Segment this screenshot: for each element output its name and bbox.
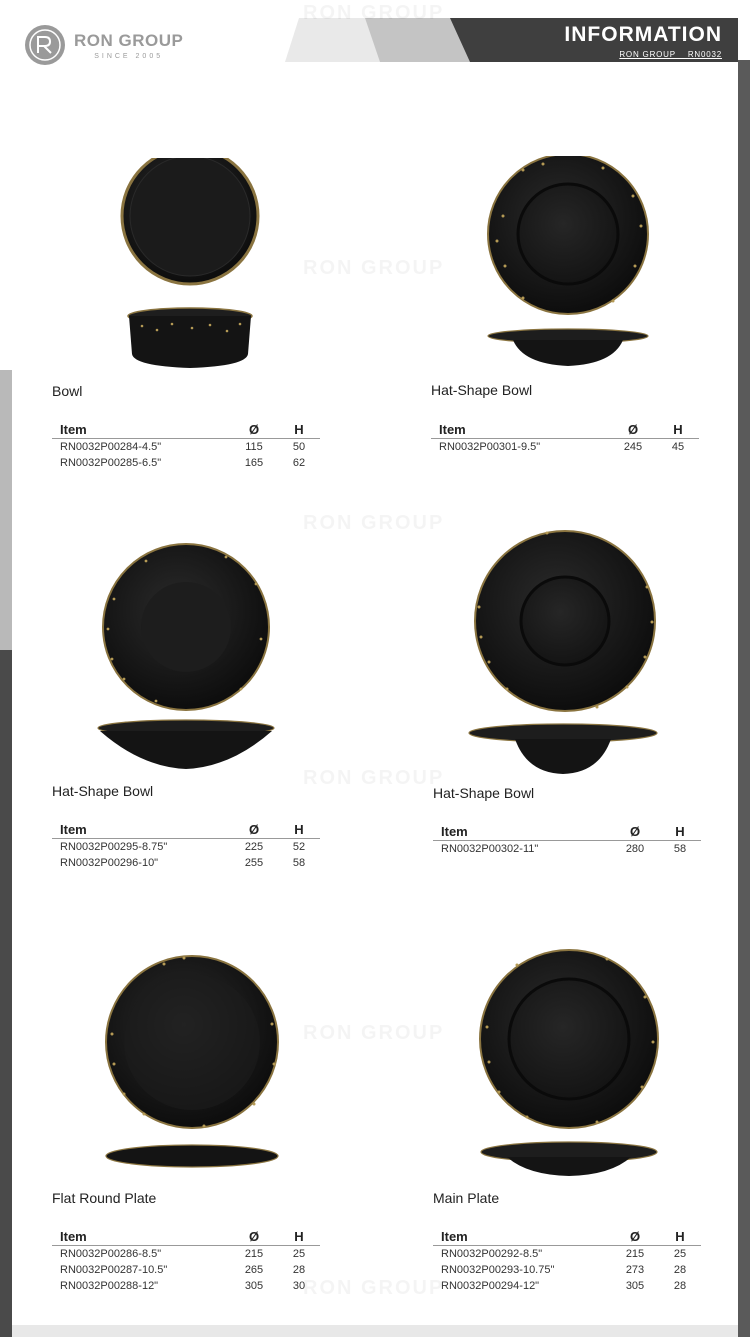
- item-code: RN0032P00296-10": [60, 857, 159, 869]
- item-code: RN0032P00301-9.5": [439, 441, 541, 453]
- header-height: H: [294, 421, 304, 437]
- item-diameter: 165: [244, 457, 264, 469]
- item-diameter: 245: [623, 441, 643, 453]
- item-height: 25: [292, 1248, 306, 1260]
- table-row: [52, 1262, 320, 1278]
- bottom-edge-strip: [12, 1325, 738, 1337]
- hat-shape-bowl-image: [96, 539, 281, 774]
- item-height: 28: [673, 1264, 687, 1276]
- header-item: Item: [60, 821, 87, 837]
- spec-table: [52, 1227, 320, 1294]
- header-diameter: Ø: [248, 821, 260, 837]
- spec-table: [431, 420, 699, 455]
- item-height: 52: [292, 841, 306, 853]
- spec-table-header: [52, 420, 320, 439]
- spec-table-header: [433, 1227, 701, 1246]
- flat-round-plate-image: [104, 954, 284, 1179]
- brand-name: RON GROUP: [74, 30, 184, 50]
- watermark: [303, 2, 444, 25]
- table-row: [52, 455, 320, 471]
- item-height: 62: [292, 457, 306, 469]
- header-diameter: Ø: [248, 1228, 260, 1244]
- header-height: H: [673, 421, 683, 437]
- table-row: [431, 439, 699, 455]
- item-code: RN0032P00294-12": [441, 1280, 540, 1292]
- item-diameter: 115: [245, 441, 263, 453]
- table-row: [52, 855, 320, 871]
- item-height: 50: [292, 441, 306, 453]
- product-hat-shape-bowl: [431, 150, 731, 480]
- product-flat-round-plate: [52, 950, 352, 1310]
- item-diameter: 280: [625, 843, 645, 855]
- product-name: Bowl: [52, 383, 83, 399]
- item-code: RN0032P00292-8.5": [441, 1248, 543, 1260]
- spec-table: [52, 420, 320, 471]
- table-row: [52, 839, 320, 855]
- item-height: 28: [292, 1264, 306, 1276]
- header-diameter: Ø: [627, 421, 639, 437]
- header-diameter: Ø: [629, 1228, 641, 1244]
- item-code: RN0032P00285-6.5": [60, 457, 162, 469]
- hat-shape-bowl-image: [483, 156, 653, 371]
- product-hat-shape-bowl: [52, 535, 352, 895]
- item-diameter: 305: [244, 1280, 264, 1292]
- banner-subtitle: RON GROUP RN0032: [619, 50, 722, 59]
- product-bowl: [52, 150, 352, 480]
- item-height: 25: [673, 1248, 687, 1260]
- product-main-plate: [433, 945, 733, 1305]
- header-item: Item: [60, 421, 87, 437]
- header-item: Item: [60, 1228, 87, 1244]
- product-name: Main Plate: [433, 1190, 500, 1206]
- item-height: 58: [292, 857, 306, 869]
- item-code: RN0032P00295-8.75": [60, 841, 168, 853]
- banner-title: INFORMATION: [564, 23, 722, 46]
- table-row: [433, 1278, 701, 1294]
- product-name: Hat-Shape Bowl: [433, 785, 535, 801]
- item-diameter: 305: [625, 1280, 645, 1292]
- spec-table: [433, 1227, 701, 1294]
- left-edge-strip-light: [0, 370, 12, 650]
- table-row: [52, 1278, 320, 1294]
- main-plate-image: [477, 947, 662, 1179]
- header-height: H: [294, 821, 304, 837]
- hat-shape-bowl-image: [467, 527, 662, 777]
- product-hat-shape-bowl: [433, 525, 733, 885]
- table-row: [433, 1246, 701, 1262]
- spec-table-header: [433, 822, 701, 841]
- item-height: 30: [292, 1280, 306, 1292]
- item-code: RN0032P00286-8.5": [60, 1248, 162, 1260]
- item-height: 58: [673, 843, 687, 855]
- product-name: Hat-Shape Bowl: [431, 382, 533, 398]
- watermark: [303, 512, 444, 535]
- spec-table-header: [52, 820, 320, 839]
- header-item: Item: [439, 421, 466, 437]
- brand-logo: [24, 24, 183, 66]
- table-row: [52, 439, 320, 455]
- right-edge-strip: [738, 60, 750, 1337]
- item-diameter: 225: [244, 841, 264, 853]
- item-code: RN0032P00288-12": [60, 1280, 159, 1292]
- header-item: Item: [441, 1228, 468, 1244]
- item-code: RN0032P00293-10.75": [441, 1264, 555, 1276]
- item-diameter: 265: [244, 1264, 264, 1276]
- ron-group-logo-icon: [24, 24, 66, 66]
- table-row: [433, 841, 701, 857]
- item-code: RN0032P00284-4.5": [60, 441, 162, 453]
- item-diameter: 215: [625, 1248, 645, 1260]
- spec-table-header: [52, 1227, 320, 1246]
- spec-table: [52, 820, 320, 871]
- item-height: 28: [673, 1280, 687, 1292]
- brand-since: SINCE 2005: [94, 52, 164, 60]
- item-height: 45: [671, 441, 685, 453]
- table-row: [52, 1246, 320, 1262]
- item-diameter: 215: [244, 1248, 264, 1260]
- product-name: Hat-Shape Bowl: [52, 783, 154, 799]
- item-code: RN0032P00302-11": [441, 843, 539, 855]
- header-diameter: Ø: [248, 421, 260, 437]
- spec-table: [433, 822, 701, 857]
- item-code: RN0032P00287-10.5": [60, 1264, 168, 1276]
- product-name: Flat Round Plate: [52, 1190, 157, 1206]
- header-height: H: [294, 1228, 304, 1244]
- table-row: [433, 1262, 701, 1278]
- spec-table-header: [431, 420, 699, 439]
- header-height: H: [675, 823, 685, 839]
- header-height: H: [675, 1228, 685, 1244]
- header-item: Item: [441, 823, 468, 839]
- header-diameter: Ø: [629, 823, 641, 839]
- item-diameter: 273: [625, 1264, 645, 1276]
- bowl-image: [112, 158, 272, 373]
- item-diameter: 255: [244, 857, 264, 869]
